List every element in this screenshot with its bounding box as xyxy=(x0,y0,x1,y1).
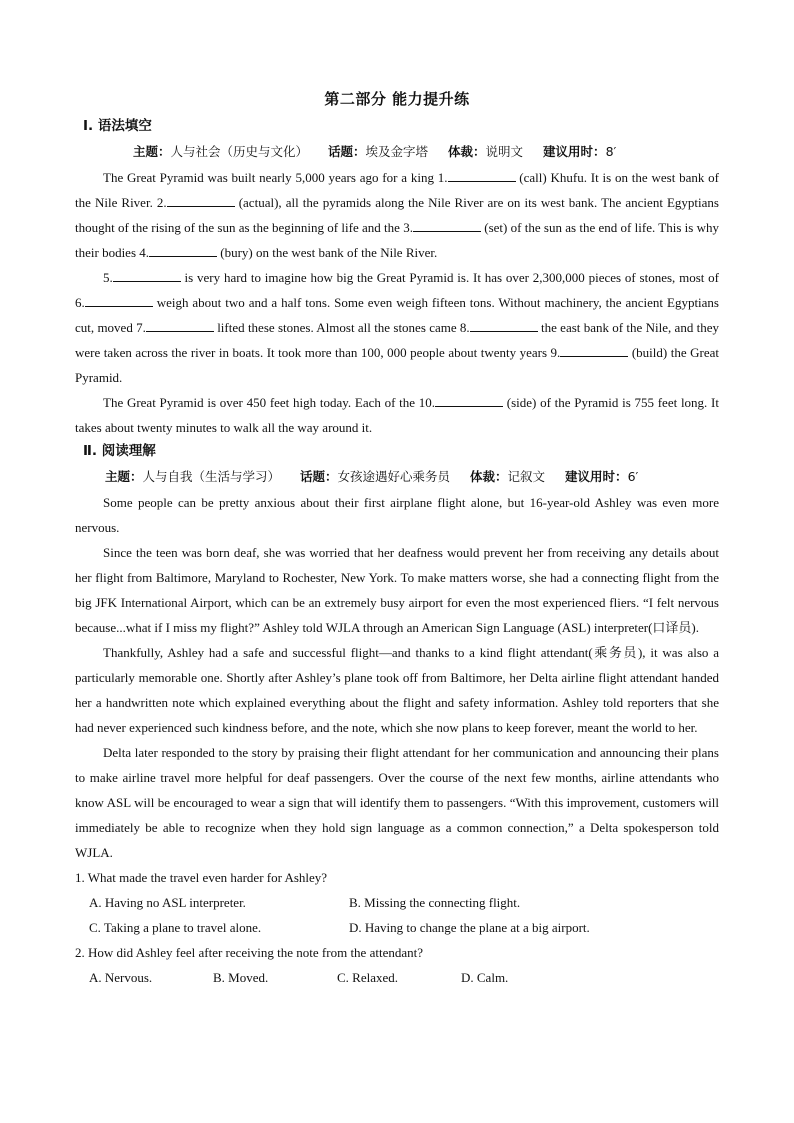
blank-5[interactable] xyxy=(113,269,181,282)
topic-line-reading xyxy=(105,466,719,488)
blank-2[interactable] xyxy=(167,194,235,207)
option-a[interactable]: A. Having no ASL interpreter. xyxy=(89,895,246,910)
question-1: 1. What made the travel even harder for Ashley? xyxy=(75,870,328,885)
option-d[interactable]: D. Having to change the plane at a big airport. xyxy=(349,920,590,935)
subject-value: 埃及金字塔 xyxy=(365,144,429,159)
section-heading-reading: Ⅱ. 阅读理解 xyxy=(83,443,156,459)
blank-10[interactable] xyxy=(435,394,503,407)
blank-3[interactable] xyxy=(413,219,481,232)
worksheet-page xyxy=(75,84,719,990)
time-value: 6′ xyxy=(627,469,639,484)
option-c[interactable]: C. Taking a plane to travel alone. xyxy=(89,920,262,935)
blank-1[interactable] xyxy=(448,169,516,182)
genre-label: 体裁： xyxy=(470,469,508,484)
question-1-options-row-1 xyxy=(89,890,719,915)
grammar-paragraph-2: 5. is very hard to imagine how big the Great Pyramid is. It has over 2,300,000 pieces of stones, most of 6. weigh about two and a half tons. Some even weigh fifteen tons. Without machinery, the ancient Egyptians cut, moved 7. lifted these stones. Almost all the stones came 8. the east bank of the Nile, and they were taken across the river in boats. It took more than 100, 000 people about twenty years 9. (build) the Great Pyramid. xyxy=(75,270,720,385)
topic-value: 人与自我（生活与学习） xyxy=(142,469,281,484)
subject-value: 女孩途遇好心乘务员 xyxy=(337,469,451,484)
option-b[interactable]: B. Moved. xyxy=(213,970,269,985)
blank-6[interactable] xyxy=(85,294,153,307)
subject-label: 话题： xyxy=(328,144,366,159)
grammar-paragraph-1: The Great Pyramid was built nearly 5,000 years ago for a king 1. (call) Khufu. It is on the west bank of the Nile River. 2. (actual), all the pyramids along the Nile River are on its west bank. The ancient Egyptians thought of the rising of the sun as the beginning of life and the 3. (set) of the sun as the end of life. This is why their bodies 4. (bury) on the west bank of the Nile River. xyxy=(75,170,720,260)
reading-paragraph-4: Delta later responded to the story by praising their flight attendant for her communication and announcing their plans to make airline travel more helpful for deaf passengers. Over the course of the next few months, airline attendants who know ASL will be encouraged to wear a sign that will identify them to passengers. “With this improvement, customers will immediately be able to recognize when they hold sign language as a common connection,” a Delta spokesperson told WJLA. xyxy=(75,745,719,860)
time-label: 建议用时： xyxy=(543,144,606,159)
subject-label: 话题： xyxy=(300,469,338,484)
option-d[interactable]: D. Calm. xyxy=(461,970,509,985)
grammar-paragraph-3: The Great Pyramid is over 450 feet high today. Each of the 10. (side) of the Pyramid is 755 feet long. It takes about twenty minutes to walk all the way around it. xyxy=(75,395,719,435)
time-value: 8′ xyxy=(605,144,617,159)
blank-4[interactable] xyxy=(149,244,217,257)
question-1-options-row-2 xyxy=(89,915,719,940)
topic-line-grammar xyxy=(133,141,719,163)
genre-value: 说明文 xyxy=(485,144,524,159)
blank-8[interactable] xyxy=(470,319,538,332)
blank-7[interactable] xyxy=(146,319,214,332)
genre-label: 体裁： xyxy=(448,144,486,159)
reading-paragraph-3: Thankfully, Ashley had a safe and successful flight—and thanks to a kind flight attendant(乘务员), it was also a particularly memorable one. Shortly after Ashley’s plane took off from Baltimore, her Delta airline flight attendant handed her a handwritten note which explained everything about the flight and safety information. Ashley told reporters that she had never experienced such kindness before, and the note, which she now plans to keep forever, meant the world to her. xyxy=(75,645,719,735)
time-label: 建议用时： xyxy=(565,469,628,484)
topic-label: 主题： xyxy=(133,144,171,159)
reading-paragraph-2: Since the teen was born deaf, she was worried that her deafness would prevent her from receiving any details about her flight from Baltimore, Maryland to Rochester, New York. To make matters worse, she had a connecting flight from the big JFK International Airport, which can be an extremely busy airport for even the most experienced fliers. “I felt nervous because...what if I miss my flight?” Ashley told WJLA through an American Sign Language (ASL) interpreter(口译员). xyxy=(75,545,719,635)
question-2: 2. How did Ashley feel after receiving the note from the attendant? xyxy=(75,945,423,960)
section-heading-grammar: Ⅰ. 语法填空 xyxy=(83,118,152,134)
option-c[interactable]: C. Relaxed. xyxy=(337,970,399,985)
option-a[interactable]: A. Nervous. xyxy=(89,970,153,985)
blank-9[interactable] xyxy=(560,344,628,357)
question-2-options xyxy=(89,965,719,990)
topic-value: 人与社会（历史与文化） xyxy=(170,144,309,159)
genre-value: 记叙文 xyxy=(507,469,546,484)
page-title: 第二部分 能力提升练 xyxy=(324,90,470,108)
reading-paragraph-1: Some people can be pretty anxious about their first airplane flight alone, but 16-year-old Ashley was even more nervous. xyxy=(75,495,719,535)
option-b[interactable]: B. Missing the connecting flight. xyxy=(349,895,521,910)
topic-label: 主题： xyxy=(105,469,143,484)
